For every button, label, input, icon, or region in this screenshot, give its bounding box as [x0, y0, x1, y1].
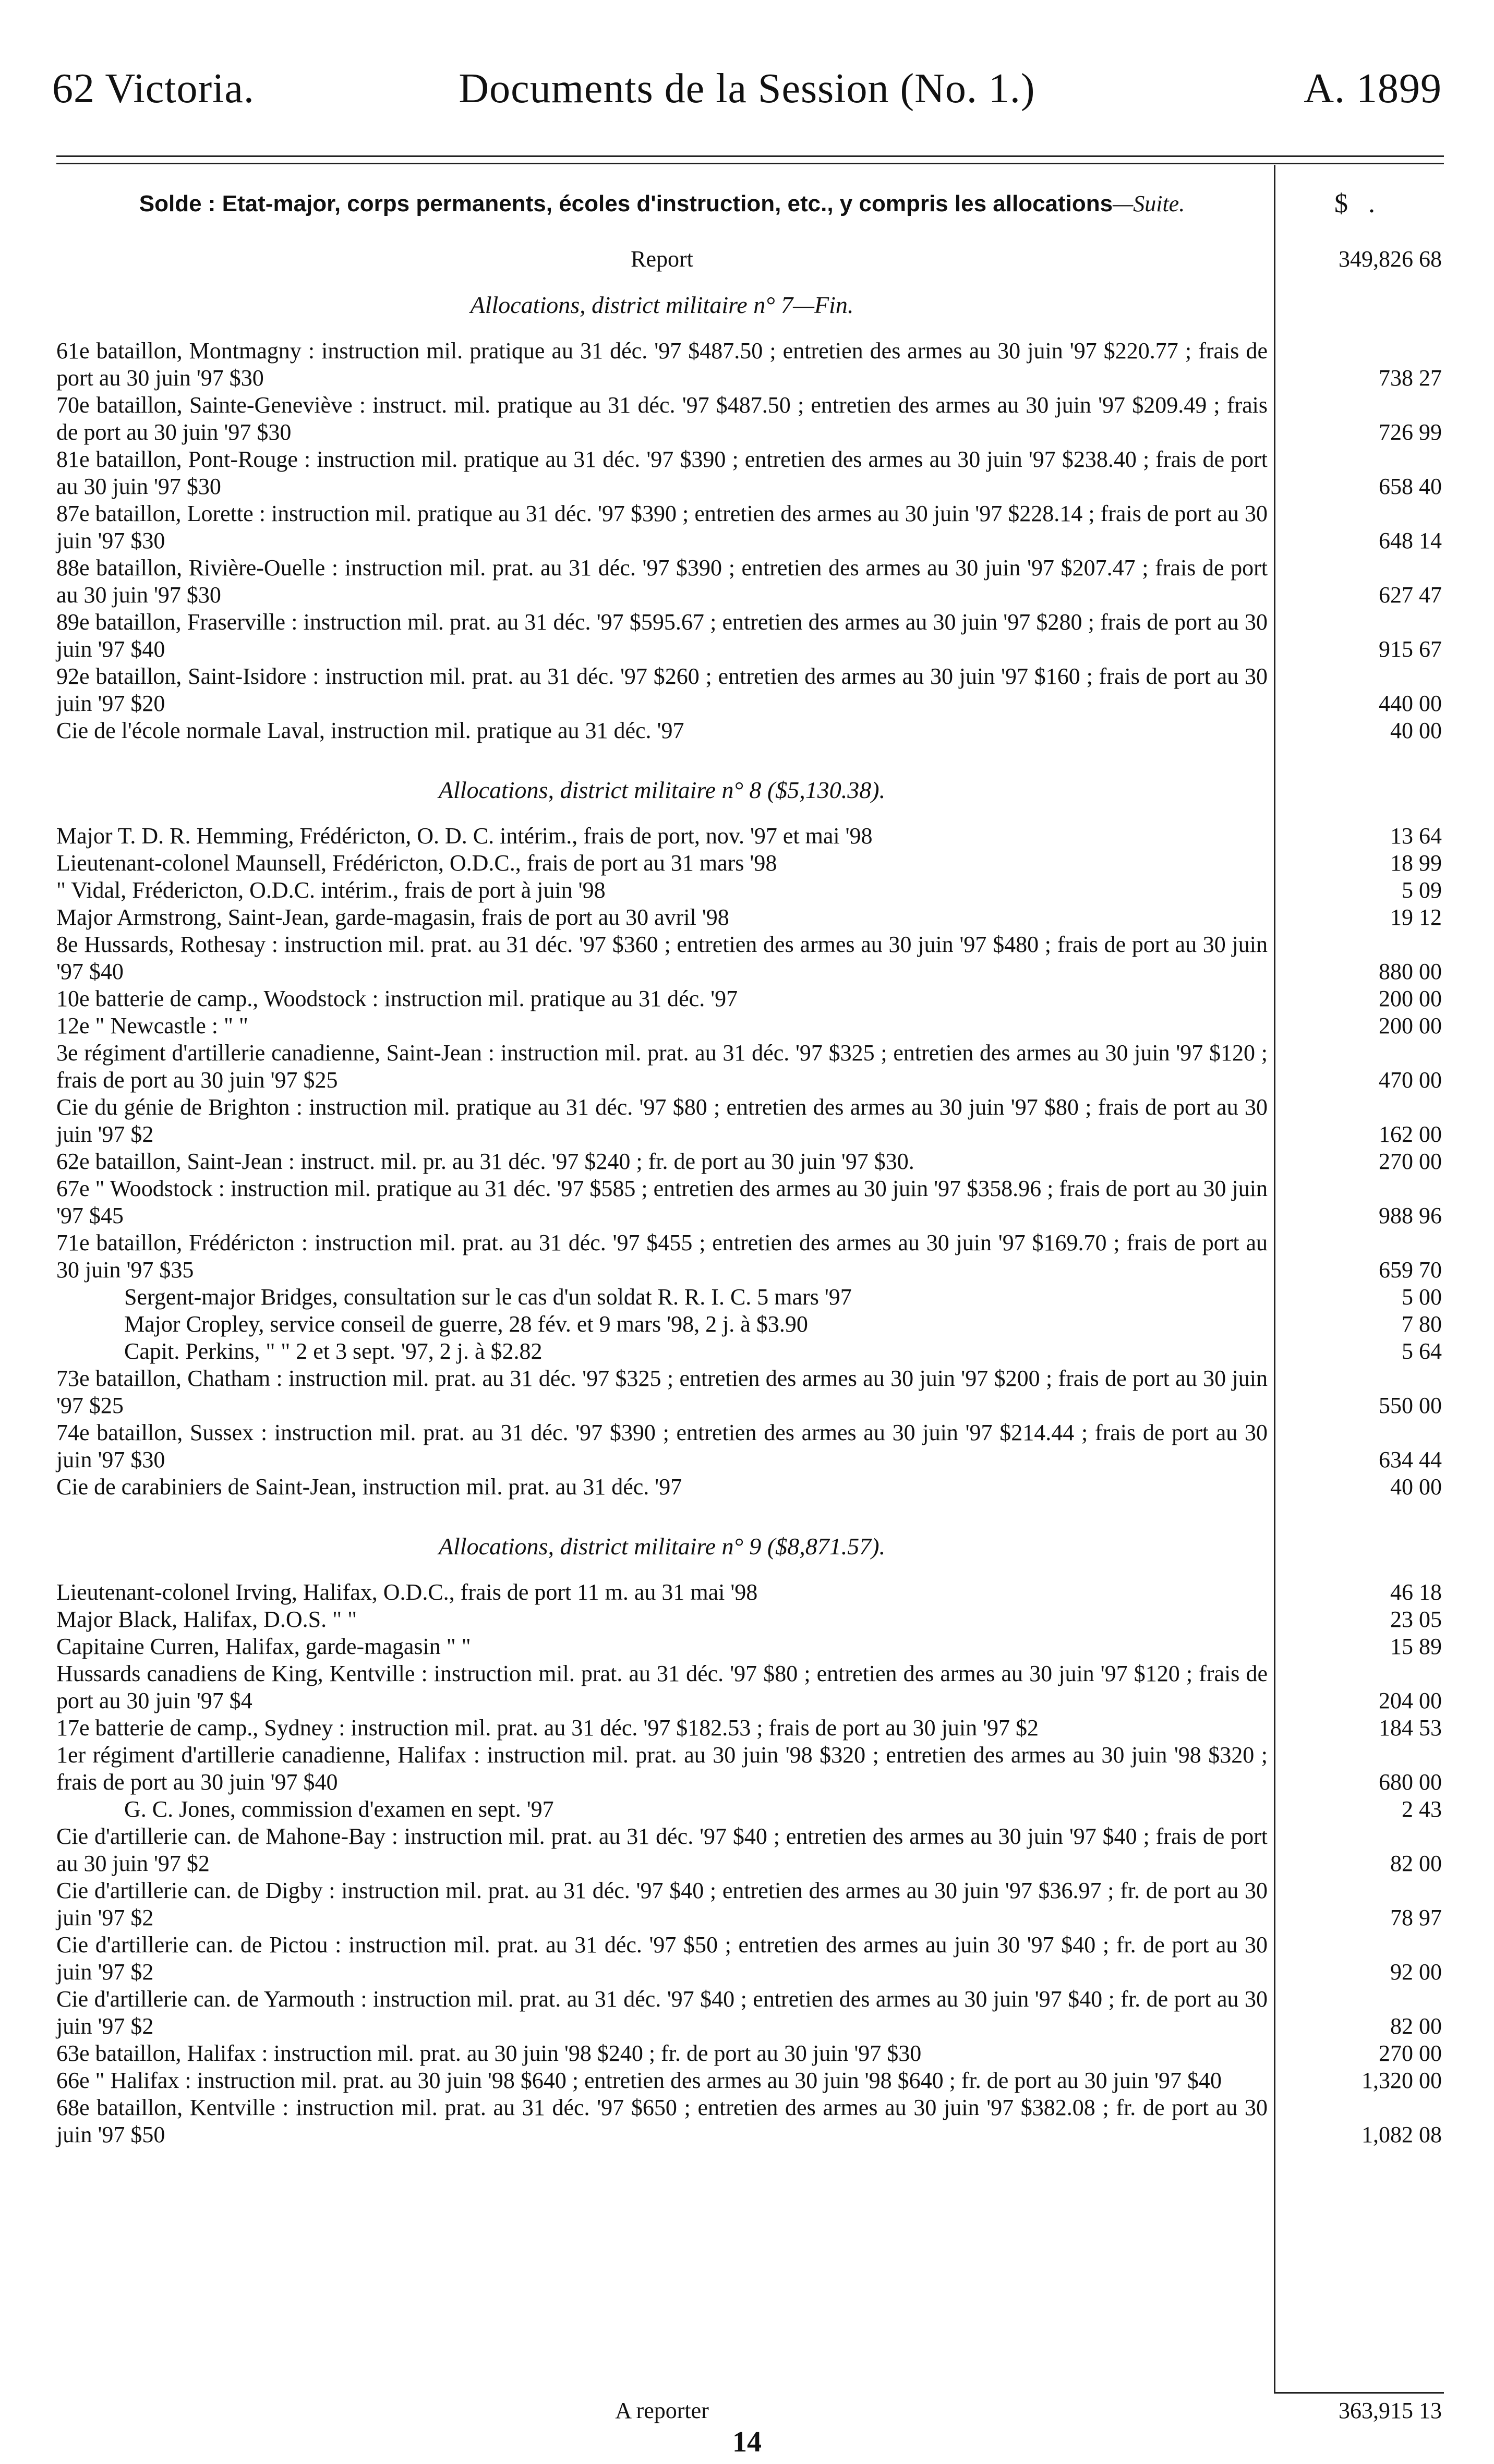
entry-description: 68e bataillon, Kentville : instruction mil. prat. au 31 déc. '97 $650 ; entretien des armes au 30 juin '97 $382.08 ; fr. de port au 30 juin '97 $50 [56, 2095, 1268, 2147]
ledger-row [56, 1175, 1444, 1229]
entry-description: 81e bataillon, Pont-Rouge : instruction mil. pratique au 31 déc. '97 $390 ; entretien des armes au 30 juin '97 $238.40 ; frais de port au 30 juin '97 $30 [56, 446, 1268, 499]
entry-amount: 627 47 [1379, 582, 1442, 608]
ledger-row [56, 850, 1444, 877]
entry-amount: 5 00 [1402, 1284, 1442, 1310]
ledger-row [56, 1714, 1444, 1742]
ledger-row [56, 1473, 1444, 1501]
entry-description: Capit. Perkins, " " 2 et 3 sept. '97, 2 j. à $2.82 [124, 1338, 543, 1364]
entry-description: 8e Hussards, Rothesay : instruction mil. prat. au 31 déc. '97 $360 ; entretien des armes au 30 juin '97 $480 ; frais de port au 30 juin '97 $40 [56, 932, 1268, 984]
ledger-row [56, 2040, 1444, 2067]
entry-amount: 40 00 [1390, 1474, 1442, 1500]
heading-suffix: —Suite. [1113, 191, 1185, 216]
entry-description: Major T. D. R. Hemming, Frédéricton, O. D. C. intérim., frais de port, nov. '97 et mai '98 [56, 823, 873, 849]
ledger-row [56, 663, 1444, 717]
section-title: Allocations, district militaire n° 7—Fin. [470, 292, 854, 318]
total-rule [1274, 2392, 1444, 2394]
ledger-row [56, 2067, 1444, 2094]
ledger-row [56, 392, 1444, 446]
section-title: Allocations, district militaire n° 8 ($5,130.38). [438, 777, 886, 803]
entry-description: Cie de l'école normale Laval, instruction mil. pratique au 31 déc. '97 [56, 718, 684, 743]
entry-description: 67e " Woodstock : instruction mil. pratique au 31 déc. '97 $585 ; entretien des armes au 30 juin '97 $358.96 ; frais de port au 30 juin '97 $45 [56, 1176, 1268, 1228]
ledger-row [56, 1877, 1444, 1931]
entry-amount: 204 00 [1379, 1688, 1442, 1713]
section-heading [56, 292, 1444, 319]
ledger-row [56, 877, 1444, 904]
entry-amount: 82 00 [1390, 1851, 1442, 1876]
section-title: Allocations, district militaire n° 9 ($8,871.57). [438, 1533, 886, 1560]
entry-amount: 82 00 [1390, 2013, 1442, 2039]
ledger-row [56, 554, 1444, 609]
entry-amount: 440 00 [1379, 691, 1442, 716]
ledger-row [56, 985, 1444, 1012]
entry-description: " Vidal, Frédericton, O.D.C. intérim., frais de port à juin '98 [56, 877, 606, 903]
carry-forward-label: A reporter [615, 2398, 709, 2423]
entry-description: Lieutenant-colonel Maunsell, Frédéricton, O.D.C., frais de port au 31 mars '98 [56, 850, 777, 876]
entry-amount: 550 00 [1379, 1393, 1442, 1418]
ledger-row [56, 1606, 1444, 1633]
entry-amount: 7 80 [1402, 1311, 1442, 1337]
ledger-row [56, 1229, 1444, 1284]
ledger-row [56, 1040, 1444, 1094]
entry-amount: 15 89 [1390, 1634, 1442, 1659]
ledger-row [56, 446, 1444, 500]
entry-amount: 18 99 [1390, 850, 1442, 876]
table-heading [56, 190, 1444, 218]
entry-amount: 680 00 [1379, 1769, 1442, 1795]
ledger-row [56, 1796, 1444, 1823]
header-rule-thin [56, 163, 1444, 164]
heading-title: Solde : Etat-major, corps permanents, écoles d'instruction, etc., y compris les allocations [139, 191, 1113, 216]
entry-description: 74e bataillon, Sussex : instruction mil. prat. au 31 déc. '97 $390 ; entretien des armes au 30 juin '97 $214.44 ; frais de port au 30 juin '97 $30 [56, 1420, 1268, 1472]
carry-forward-amount: 363,915 13 [1339, 2398, 1442, 2423]
page-number: 14 [732, 2426, 762, 2458]
ledger-row [56, 1284, 1444, 1311]
cents-column-label: . [1368, 189, 1375, 219]
ledger-row [56, 904, 1444, 931]
ledger-row [56, 1742, 1444, 1796]
entry-description: Cie de carabiniers de Saint-Jean, instruction mil. prat. au 31 déc. '97 [56, 1474, 682, 1500]
entry-description: 70e bataillon, Sainte-Geneviève : instruct. mil. pratique au 31 déc. '97 $487.50 ; entretien des armes au 30 juin '97 $209.49 ; frais de port au 30 juin '97 $30 [56, 392, 1268, 445]
carry-forward-row [56, 2397, 1444, 2424]
entry-amount: 78 97 [1390, 1905, 1442, 1930]
entry-amount: 880 00 [1379, 959, 1442, 984]
entry-description: 61e bataillon, Montmagny : instruction mil. pratique au 31 déc. '97 $487.50 ; entretien des armes au 30 juin '97 $220.77 ; frais de port au 30 juin '97 $30 [56, 338, 1268, 391]
entry-amount: 738 27 [1379, 365, 1442, 391]
entry-description: 73e bataillon, Chatham : instruction mil. prat. au 31 déc. '97 $325 ; entretien des armes au 30 juin '97 $200 ; frais de port au 30 juin '97 $25 [56, 1366, 1268, 1418]
entry-amount: 40 00 [1390, 718, 1442, 743]
entry-description: Cie d'artillerie can. de Mahone-Bay : instruction mil. prat. au 31 déc. '97 $40 ; entretien des armes au 30 juin '97 $40 ; frais de port au 30 juin '97 $2 [56, 1823, 1268, 1876]
entry-amount: 270 00 [1379, 1149, 1442, 1174]
entry-description: Major Cropley, service conseil de guerre, 28 fév. et 9 mars '98, 2 j. à $3.90 [124, 1311, 808, 1337]
running-header [52, 63, 1442, 120]
entry-amount: 19 12 [1390, 904, 1442, 930]
entry-amount: 658 40 [1379, 474, 1442, 499]
entry-amount: 2 43 [1402, 1796, 1442, 1822]
ledger-row [56, 1823, 1444, 1877]
entry-description: Hussards canadiens de King, Kentville : instruction mil. prat. au 31 déc. '97 $80 ; entretien des armes au 30 juin '97 $120 ; frais de port au 30 juin '97 $4 [56, 1661, 1268, 1713]
ledger-row [56, 337, 1444, 392]
entry-description: 92e bataillon, Saint-Isidore : instruction mil. prat. au 31 déc. '97 $260 ; entretien des armes au 30 juin '97 $160 ; frais de port au 30 juin '97 $20 [56, 663, 1268, 716]
entry-amount: 162 00 [1379, 1121, 1442, 1147]
ledger-row [56, 1633, 1444, 1660]
entry-description: Lieutenant-colonel Irving, Halifax, O.D.C., frais de port 11 m. au 31 mai '98 [56, 1579, 758, 1605]
ledger-row [56, 1931, 1444, 1986]
entry-description: 87e bataillon, Lorette : instruction mil. pratique au 31 déc. '97 $390 ; entretien des armes au 30 juin '97 $228.14 ; frais de port au 30 juin '97 $30 [56, 501, 1268, 553]
ledger-row [56, 1094, 1444, 1148]
entry-amount: 13 64 [1390, 823, 1442, 849]
ledger-row [56, 1311, 1444, 1338]
entry-description: Cie d'artillerie can. de Yarmouth : instruction mil. prat. au 31 déc. '97 $40 ; entretien des armes au 30 juin '97 $40 ; fr. de port au 30 juin '97 $2 [56, 1986, 1268, 2039]
entry-description: 1er régiment d'artillerie canadienne, Halifax : instruction mil. prat. au 30 juin '98 $320 ; entretien des armes au 30 juin '98 $320 ; frais de port au 30 juin '97 $40 [56, 1742, 1268, 1795]
entry-amount: 92 00 [1390, 1959, 1442, 1985]
entry-description: Major Armstrong, Saint-Jean, garde-magasin, frais de port au 30 avril '98 [56, 904, 729, 930]
entry-description: 12e " Newcastle : " " [56, 1013, 248, 1038]
entry-amount: 23 05 [1390, 1607, 1442, 1632]
entry-description: Capitaine Curren, Halifax, garde-magasin " " [56, 1634, 471, 1659]
ledger-row [56, 1986, 1444, 2040]
entry-amount: 988 96 [1379, 1203, 1442, 1228]
report-label: Report [631, 246, 693, 272]
entry-amount: 5 64 [1402, 1338, 1442, 1364]
ledger-body [56, 190, 1444, 2148]
entry-description: Sergent-major Bridges, consultation sur le cas d'un soldat R. R. I. C. 5 mars '97 [124, 1284, 852, 1310]
entry-description: G. C. Jones, commission d'examen en sept. '97 [124, 1796, 554, 1822]
header-rule [56, 155, 1444, 157]
entry-description: Cie d'artillerie can. de Pictou : instruction mil. prat. au 31 déc. '97 $50 ; entretien des armes au juin 30 '97 $40 ; fr. de port au 30 juin '97 $2 [56, 1932, 1268, 1985]
ledger-row [56, 823, 1444, 850]
entry-description: 89e bataillon, Fraserville : instruction mil. prat. au 31 déc. '97 $595.67 ; entretien des armes au 30 juin '97 $280 ; frais de port au 30 juin '97 $40 [56, 609, 1268, 662]
entry-amount: 648 14 [1379, 528, 1442, 553]
entry-description: 62e bataillon, Saint-Jean : instruct. mil. pr. au 31 déc. '97 $240 ; fr. de port au 30 juin '97 $30. [56, 1149, 914, 1174]
ledger-row [56, 1660, 1444, 1714]
entry-amount: 200 00 [1379, 986, 1442, 1011]
entry-description: Cie d'artillerie can. de Digby : instruction mil. prat. au 31 déc. '97 $40 ; entretien des armes au 30 juin '97 $36.97 ; fr. de port au 30 juin '97 $2 [56, 1878, 1268, 1930]
entry-description: Cie du génie de Brighton : instruction mil. pratique au 31 déc. '97 $80 ; entretien des armes au 30 juin '97 $80 ; frais de port au 30 juin '97 $2 [56, 1094, 1268, 1147]
report-row [56, 246, 1444, 273]
report-amount: 349,826 68 [1339, 246, 1442, 272]
ledger-row [56, 1148, 1444, 1175]
entry-amount: 270 00 [1379, 2040, 1442, 2066]
ledger-row [56, 609, 1444, 663]
entry-description: 10e batterie de camp., Woodstock : instruction mil. pratique au 31 déc. '97 [56, 986, 738, 1011]
entry-amount: 46 18 [1390, 1579, 1442, 1605]
dollar-column-label: $ [1334, 189, 1348, 219]
ledger-row [56, 2094, 1444, 2148]
entry-amount: 5 09 [1402, 877, 1442, 903]
entry-amount: 1,082 08 [1362, 2122, 1442, 2147]
entry-amount: 726 99 [1379, 419, 1442, 445]
entry-amount: 200 00 [1379, 1013, 1442, 1038]
ledger-row [56, 500, 1444, 554]
entry-description: 17e batterie de camp., Sydney : instruction mil. prat. au 31 déc. '97 $182.53 ; frais de port au 30 juin '97 $2 [56, 1715, 1039, 1741]
section-heading [56, 1533, 1444, 1560]
ledger-row [56, 1338, 1444, 1365]
entry-amount: 184 53 [1379, 1715, 1442, 1741]
entry-description: Major Black, Halifax, D.O.S. " " [56, 1607, 357, 1632]
entry-description: 71e bataillon, Frédéricton : instruction mil. prat. au 31 déc. '97 $455 ; entretien des armes au 30 juin '97 $169.70 ; frais de port au 30 juin '97 $35 [56, 1230, 1268, 1283]
entry-description: 3e régiment d'artillerie canadienne, Saint-Jean : instruction mil. prat. au 31 déc. '97 $325 ; entretien des armes au 30 juin '97 $120 ; frais de port au 30 juin '97 $25 [56, 1040, 1268, 1093]
entry-amount: 1,320 00 [1362, 2068, 1442, 2093]
entry-amount: 659 70 [1379, 1257, 1442, 1283]
header-center: Documents de la Session (No. 1.) [459, 66, 1035, 112]
ledger-row [56, 931, 1444, 985]
entry-amount: 470 00 [1379, 1067, 1442, 1093]
ledger-row [56, 1365, 1444, 1419]
ledger-row [56, 717, 1444, 744]
entry-amount: 915 67 [1379, 636, 1442, 662]
ledger-row [56, 1419, 1444, 1473]
ledger-row [56, 1579, 1444, 1606]
entry-description: 63e bataillon, Halifax : instruction mil. prat. au 30 juin '98 $240 ; fr. de port au 30 juin '97 $30 [56, 2040, 922, 2066]
entry-description: 66e " Halifax : instruction mil. prat. au 30 juin '98 $640 ; entretien des armes au 30 juin '98 $640 ; fr. de port au 30 juin '97 $40 [56, 2068, 1222, 2093]
section-heading [56, 777, 1444, 804]
ledger-row [56, 1012, 1444, 1040]
header-left: 62 Victoria. [52, 66, 255, 112]
entry-description: 88e bataillon, Rivière-Ouelle : instruction mil. prat. au 31 déc. '97 $390 ; entretien des armes au 30 juin '97 $207.47 ; frais de port au 30 juin '97 $30 [56, 555, 1268, 608]
entry-amount: 634 44 [1379, 1447, 1442, 1472]
header-right: A. 1899 [1304, 66, 1442, 112]
